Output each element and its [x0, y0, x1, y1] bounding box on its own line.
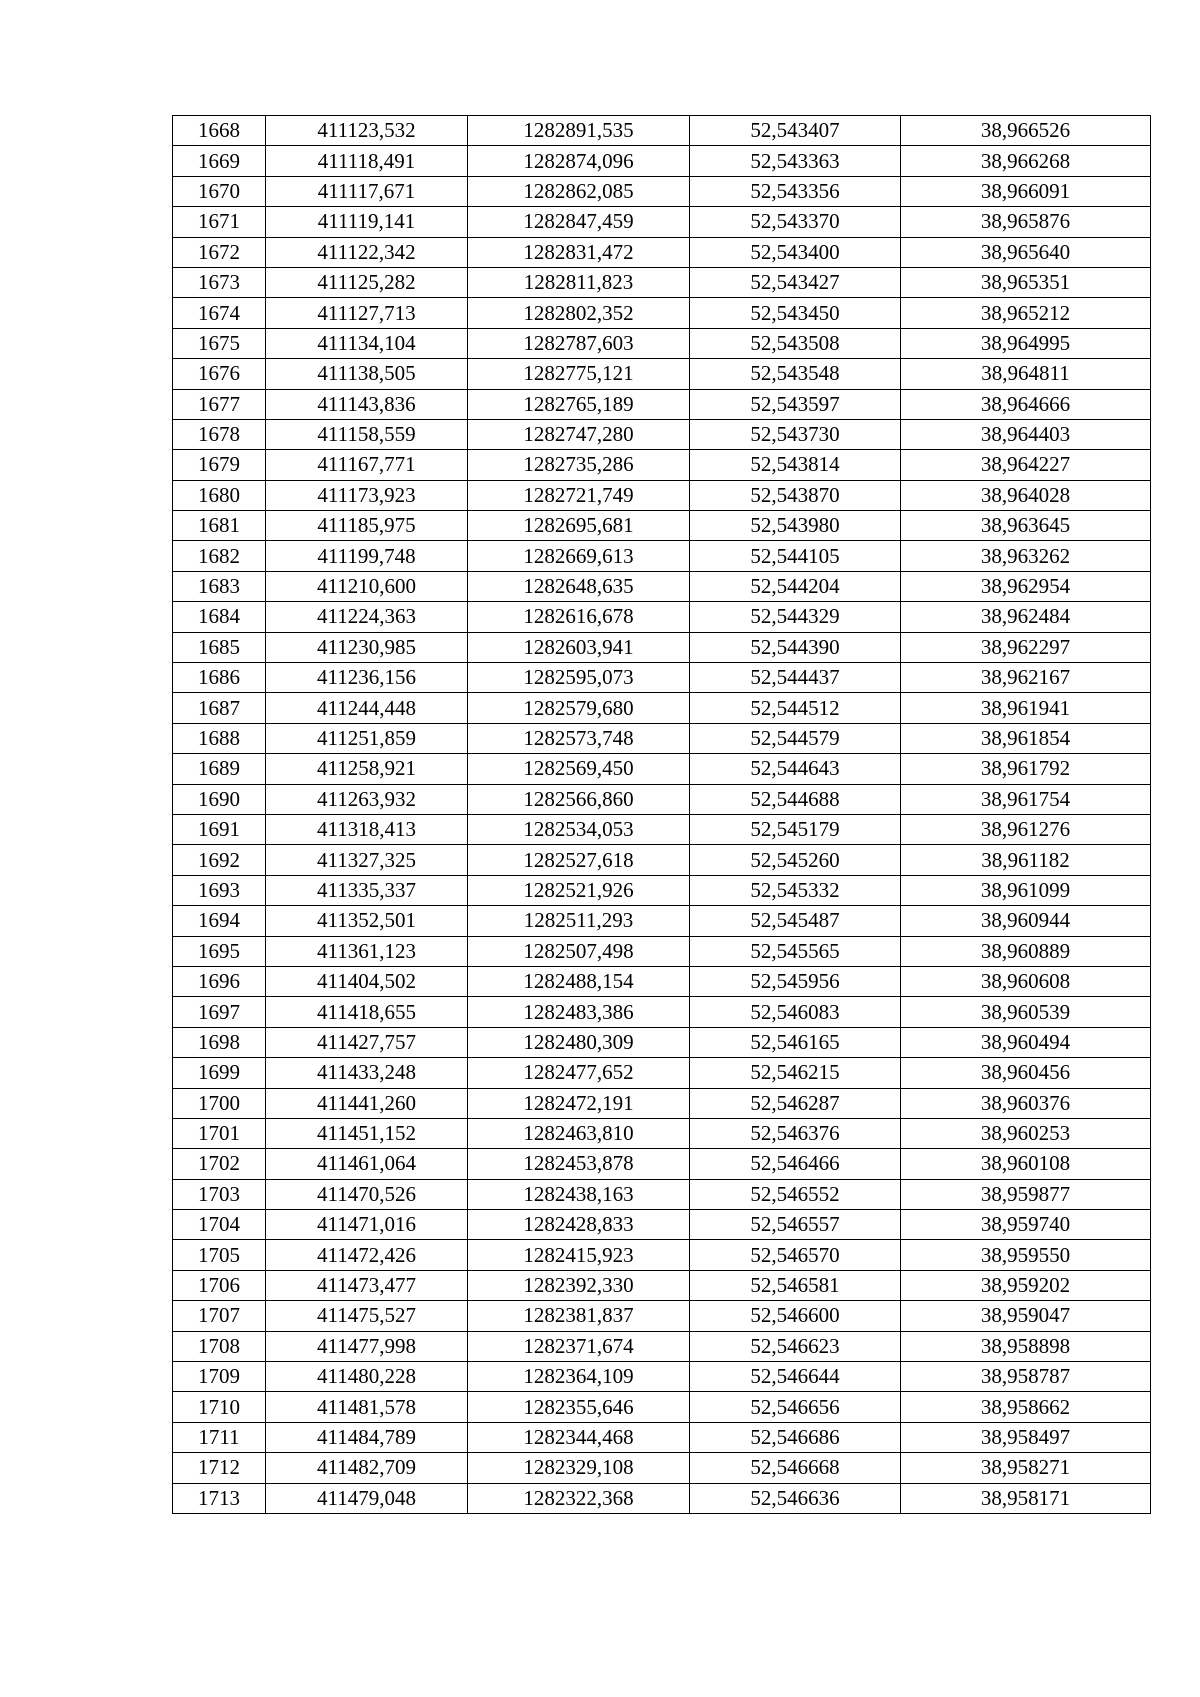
- y-coordinate-cell: 1282669,613: [468, 541, 690, 571]
- y-coordinate-cell: 1282775,121: [468, 359, 690, 389]
- point-number-cell: 1668: [173, 116, 266, 146]
- table-row: [173, 511, 1151, 541]
- longitude-cell: 38,960889: [901, 936, 1151, 966]
- y-coordinate-cell: 1282381,837: [468, 1301, 690, 1331]
- table-row: [173, 784, 1151, 814]
- latitude-cell: 52,545956: [690, 966, 901, 996]
- y-coordinate-cell: 1282344,468: [468, 1422, 690, 1452]
- point-number-cell: 1681: [173, 511, 266, 541]
- x-coordinate-cell: 411158,559: [266, 419, 468, 449]
- point-number-cell: 1674: [173, 298, 266, 328]
- table-row: [173, 1270, 1151, 1300]
- longitude-cell: 38,960376: [901, 1088, 1151, 1118]
- point-number-cell: 1705: [173, 1240, 266, 1270]
- y-coordinate-cell: 1282322,368: [468, 1483, 690, 1513]
- x-coordinate-cell: 411327,325: [266, 845, 468, 875]
- x-coordinate-cell: 411138,505: [266, 359, 468, 389]
- x-coordinate-cell: 411473,477: [266, 1270, 468, 1300]
- x-coordinate-cell: 411236,156: [266, 663, 468, 693]
- point-number-cell: 1682: [173, 541, 266, 571]
- latitude-cell: 52,545179: [690, 814, 901, 844]
- latitude-cell: 52,544512: [690, 693, 901, 723]
- table-row: [173, 1149, 1151, 1179]
- longitude-cell: 38,959047: [901, 1301, 1151, 1331]
- longitude-cell: 38,964811: [901, 359, 1151, 389]
- longitude-cell: 38,965351: [901, 267, 1151, 297]
- point-number-cell: 1707: [173, 1301, 266, 1331]
- table-row: [173, 997, 1151, 1027]
- point-number-cell: 1677: [173, 389, 266, 419]
- y-coordinate-cell: 1282747,280: [468, 419, 690, 449]
- table-row: [173, 1179, 1151, 1209]
- table-row: [173, 1210, 1151, 1240]
- longitude-cell: 38,960108: [901, 1149, 1151, 1179]
- table-row: [173, 1027, 1151, 1057]
- x-coordinate-cell: 411480,228: [266, 1362, 468, 1392]
- latitude-cell: 52,543370: [690, 207, 901, 237]
- table-row: [173, 116, 1151, 146]
- latitude-cell: 52,543363: [690, 146, 901, 176]
- latitude-cell: 52,543356: [690, 176, 901, 206]
- latitude-cell: 52,546215: [690, 1058, 901, 1088]
- table-row: [173, 419, 1151, 449]
- y-coordinate-cell: 1282329,108: [468, 1453, 690, 1483]
- y-coordinate-cell: 1282566,860: [468, 784, 690, 814]
- x-coordinate-cell: 411427,757: [266, 1027, 468, 1057]
- longitude-cell: 38,964028: [901, 480, 1151, 510]
- point-number-cell: 1673: [173, 267, 266, 297]
- table-row: [173, 1058, 1151, 1088]
- x-coordinate-cell: 411477,998: [266, 1331, 468, 1361]
- latitude-cell: 52,544204: [690, 571, 901, 601]
- point-number-cell: 1686: [173, 663, 266, 693]
- x-coordinate-cell: 411117,671: [266, 176, 468, 206]
- table-row: [173, 1362, 1151, 1392]
- longitude-cell: 38,961792: [901, 754, 1151, 784]
- table-row: [173, 328, 1151, 358]
- x-coordinate-cell: 411143,836: [266, 389, 468, 419]
- x-coordinate-cell: 411482,709: [266, 1453, 468, 1483]
- x-coordinate-cell: 411173,923: [266, 480, 468, 510]
- y-coordinate-cell: 1282721,749: [468, 480, 690, 510]
- point-number-cell: 1711: [173, 1422, 266, 1452]
- y-coordinate-cell: 1282802,352: [468, 298, 690, 328]
- y-coordinate-cell: 1282831,472: [468, 237, 690, 267]
- longitude-cell: 38,961276: [901, 814, 1151, 844]
- table-row: [173, 814, 1151, 844]
- y-coordinate-cell: 1282472,191: [468, 1088, 690, 1118]
- latitude-cell: 52,544105: [690, 541, 901, 571]
- table-row: [173, 1301, 1151, 1331]
- y-coordinate-cell: 1282787,603: [468, 328, 690, 358]
- latitude-cell: 52,546376: [690, 1118, 901, 1148]
- longitude-cell: 38,965640: [901, 237, 1151, 267]
- x-coordinate-cell: 411481,578: [266, 1392, 468, 1422]
- point-number-cell: 1683: [173, 571, 266, 601]
- y-coordinate-cell: 1282438,163: [468, 1179, 690, 1209]
- y-coordinate-cell: 1282603,941: [468, 632, 690, 662]
- longitude-cell: 38,959877: [901, 1179, 1151, 1209]
- longitude-cell: 38,960608: [901, 966, 1151, 996]
- x-coordinate-cell: 411244,448: [266, 693, 468, 723]
- point-number-cell: 1672: [173, 237, 266, 267]
- longitude-cell: 38,960456: [901, 1058, 1151, 1088]
- longitude-cell: 38,962297: [901, 632, 1151, 662]
- latitude-cell: 52,545565: [690, 936, 901, 966]
- latitude-cell: 52,543597: [690, 389, 901, 419]
- y-coordinate-cell: 1282392,330: [468, 1270, 690, 1300]
- coordinates-table: [172, 115, 1151, 1514]
- table-row: [173, 176, 1151, 206]
- point-number-cell: 1670: [173, 176, 266, 206]
- point-number-cell: 1690: [173, 784, 266, 814]
- latitude-cell: 52,546600: [690, 1301, 901, 1331]
- longitude-cell: 38,959740: [901, 1210, 1151, 1240]
- latitude-cell: 52,546581: [690, 1270, 901, 1300]
- longitude-cell: 38,961754: [901, 784, 1151, 814]
- y-coordinate-cell: 1282428,833: [468, 1210, 690, 1240]
- point-number-cell: 1669: [173, 146, 266, 176]
- point-number-cell: 1713: [173, 1483, 266, 1513]
- y-coordinate-cell: 1282569,450: [468, 754, 690, 784]
- table-row: [173, 754, 1151, 784]
- table-row: [173, 632, 1151, 662]
- latitude-cell: 52,543730: [690, 419, 901, 449]
- longitude-cell: 38,958171: [901, 1483, 1151, 1513]
- table-row: [173, 693, 1151, 723]
- point-number-cell: 1693: [173, 875, 266, 905]
- longitude-cell: 38,962484: [901, 602, 1151, 632]
- table-row: [173, 966, 1151, 996]
- point-number-cell: 1708: [173, 1331, 266, 1361]
- longitude-cell: 38,966526: [901, 116, 1151, 146]
- longitude-cell: 38,964403: [901, 419, 1151, 449]
- longitude-cell: 38,961099: [901, 875, 1151, 905]
- point-number-cell: 1703: [173, 1179, 266, 1209]
- y-coordinate-cell: 1282891,535: [468, 116, 690, 146]
- latitude-cell: 52,546686: [690, 1422, 901, 1452]
- table-row: [173, 906, 1151, 936]
- y-coordinate-cell: 1282862,085: [468, 176, 690, 206]
- x-coordinate-cell: 411404,502: [266, 966, 468, 996]
- table-row: [173, 1453, 1151, 1483]
- latitude-cell: 52,546636: [690, 1483, 901, 1513]
- point-number-cell: 1688: [173, 723, 266, 753]
- x-coordinate-cell: 411470,526: [266, 1179, 468, 1209]
- longitude-cell: 38,961854: [901, 723, 1151, 753]
- point-number-cell: 1712: [173, 1453, 266, 1483]
- longitude-cell: 38,964666: [901, 389, 1151, 419]
- x-coordinate-cell: 411185,975: [266, 511, 468, 541]
- y-coordinate-cell: 1282415,923: [468, 1240, 690, 1270]
- longitude-cell: 38,961941: [901, 693, 1151, 723]
- y-coordinate-cell: 1282648,635: [468, 571, 690, 601]
- latitude-cell: 52,546570: [690, 1240, 901, 1270]
- y-coordinate-cell: 1282483,386: [468, 997, 690, 1027]
- longitude-cell: 38,965212: [901, 298, 1151, 328]
- point-number-cell: 1691: [173, 814, 266, 844]
- table-row: [173, 571, 1151, 601]
- table-row: [173, 663, 1151, 693]
- x-coordinate-cell: 411433,248: [266, 1058, 468, 1088]
- latitude-cell: 52,544329: [690, 602, 901, 632]
- point-number-cell: 1696: [173, 966, 266, 996]
- point-number-cell: 1685: [173, 632, 266, 662]
- table-row: [173, 541, 1151, 571]
- x-coordinate-cell: 411123,532: [266, 116, 468, 146]
- x-coordinate-cell: 411475,527: [266, 1301, 468, 1331]
- longitude-cell: 38,961182: [901, 845, 1151, 875]
- longitude-cell: 38,966091: [901, 176, 1151, 206]
- point-number-cell: 1689: [173, 754, 266, 784]
- point-number-cell: 1692: [173, 845, 266, 875]
- x-coordinate-cell: 411258,921: [266, 754, 468, 784]
- table-row: [173, 480, 1151, 510]
- x-coordinate-cell: 411418,655: [266, 997, 468, 1027]
- x-coordinate-cell: 411224,363: [266, 602, 468, 632]
- point-number-cell: 1695: [173, 936, 266, 966]
- table-row: [173, 1331, 1151, 1361]
- y-coordinate-cell: 1282616,678: [468, 602, 690, 632]
- longitude-cell: 38,965876: [901, 207, 1151, 237]
- x-coordinate-cell: 411199,748: [266, 541, 468, 571]
- table-row: [173, 1392, 1151, 1422]
- longitude-cell: 38,963645: [901, 511, 1151, 541]
- y-coordinate-cell: 1282695,681: [468, 511, 690, 541]
- x-coordinate-cell: 411125,282: [266, 267, 468, 297]
- x-coordinate-cell: 411361,123: [266, 936, 468, 966]
- x-coordinate-cell: 411479,048: [266, 1483, 468, 1513]
- point-number-cell: 1698: [173, 1027, 266, 1057]
- latitude-cell: 52,544390: [690, 632, 901, 662]
- y-coordinate-cell: 1282488,154: [468, 966, 690, 996]
- longitude-cell: 38,960494: [901, 1027, 1151, 1057]
- point-number-cell: 1671: [173, 207, 266, 237]
- coordinates-table-body: [173, 116, 1151, 1514]
- latitude-cell: 52,546644: [690, 1362, 901, 1392]
- latitude-cell: 52,545332: [690, 875, 901, 905]
- y-coordinate-cell: 1282765,189: [468, 389, 690, 419]
- x-coordinate-cell: 411127,713: [266, 298, 468, 328]
- y-coordinate-cell: 1282573,748: [468, 723, 690, 753]
- y-coordinate-cell: 1282364,109: [468, 1362, 690, 1392]
- table-row: [173, 1088, 1151, 1118]
- x-coordinate-cell: 411318,413: [266, 814, 468, 844]
- y-coordinate-cell: 1282579,680: [468, 693, 690, 723]
- y-coordinate-cell: 1282453,878: [468, 1149, 690, 1179]
- table-row: [173, 723, 1151, 753]
- latitude-cell: 52,544579: [690, 723, 901, 753]
- latitude-cell: 52,544643: [690, 754, 901, 784]
- y-coordinate-cell: 1282480,309: [468, 1027, 690, 1057]
- table-row: [173, 936, 1151, 966]
- longitude-cell: 38,958787: [901, 1362, 1151, 1392]
- latitude-cell: 52,543450: [690, 298, 901, 328]
- y-coordinate-cell: 1282355,646: [468, 1392, 690, 1422]
- x-coordinate-cell: 411472,426: [266, 1240, 468, 1270]
- longitude-cell: 38,958898: [901, 1331, 1151, 1361]
- x-coordinate-cell: 411451,152: [266, 1118, 468, 1148]
- latitude-cell: 52,543427: [690, 267, 901, 297]
- point-number-cell: 1694: [173, 906, 266, 936]
- x-coordinate-cell: 411134,104: [266, 328, 468, 358]
- longitude-cell: 38,958271: [901, 1453, 1151, 1483]
- longitude-cell: 38,963262: [901, 541, 1151, 571]
- y-coordinate-cell: 1282507,498: [468, 936, 690, 966]
- table-row: [173, 298, 1151, 328]
- table-row: [173, 146, 1151, 176]
- longitude-cell: 38,964227: [901, 450, 1151, 480]
- table-row: [173, 845, 1151, 875]
- latitude-cell: 52,543508: [690, 328, 901, 358]
- point-number-cell: 1697: [173, 997, 266, 1027]
- longitude-cell: 38,960253: [901, 1118, 1151, 1148]
- latitude-cell: 52,546668: [690, 1453, 901, 1483]
- point-number-cell: 1687: [173, 693, 266, 723]
- point-number-cell: 1678: [173, 419, 266, 449]
- x-coordinate-cell: 411263,932: [266, 784, 468, 814]
- y-coordinate-cell: 1282371,674: [468, 1331, 690, 1361]
- x-coordinate-cell: 411484,789: [266, 1422, 468, 1452]
- y-coordinate-cell: 1282511,293: [468, 906, 690, 936]
- point-number-cell: 1706: [173, 1270, 266, 1300]
- longitude-cell: 38,962954: [901, 571, 1151, 601]
- table-row: [173, 237, 1151, 267]
- table-row: [173, 875, 1151, 905]
- point-number-cell: 1709: [173, 1362, 266, 1392]
- latitude-cell: 52,546083: [690, 997, 901, 1027]
- longitude-cell: 38,958497: [901, 1422, 1151, 1452]
- x-coordinate-cell: 411122,342: [266, 237, 468, 267]
- point-number-cell: 1676: [173, 359, 266, 389]
- y-coordinate-cell: 1282874,096: [468, 146, 690, 176]
- point-number-cell: 1704: [173, 1210, 266, 1240]
- point-number-cell: 1701: [173, 1118, 266, 1148]
- table-row: [173, 1483, 1151, 1513]
- latitude-cell: 52,545260: [690, 845, 901, 875]
- x-coordinate-cell: 411210,600: [266, 571, 468, 601]
- table-row: [173, 207, 1151, 237]
- x-coordinate-cell: 411335,337: [266, 875, 468, 905]
- latitude-cell: 52,546623: [690, 1331, 901, 1361]
- x-coordinate-cell: 411461,064: [266, 1149, 468, 1179]
- latitude-cell: 52,543870: [690, 480, 901, 510]
- point-number-cell: 1699: [173, 1058, 266, 1088]
- latitude-cell: 52,543980: [690, 511, 901, 541]
- x-coordinate-cell: 411441,260: [266, 1088, 468, 1118]
- table-row: [173, 267, 1151, 297]
- longitude-cell: 38,962167: [901, 663, 1151, 693]
- y-coordinate-cell: 1282477,652: [468, 1058, 690, 1088]
- longitude-cell: 38,964995: [901, 328, 1151, 358]
- table-row: [173, 450, 1151, 480]
- point-number-cell: 1700: [173, 1088, 266, 1118]
- table-row: [173, 1422, 1151, 1452]
- y-coordinate-cell: 1282534,053: [468, 814, 690, 844]
- table-row: [173, 1240, 1151, 1270]
- point-number-cell: 1684: [173, 602, 266, 632]
- y-coordinate-cell: 1282735,286: [468, 450, 690, 480]
- x-coordinate-cell: 411230,985: [266, 632, 468, 662]
- point-number-cell: 1710: [173, 1392, 266, 1422]
- x-coordinate-cell: 411119,141: [266, 207, 468, 237]
- latitude-cell: 52,544437: [690, 663, 901, 693]
- latitude-cell: 52,543548: [690, 359, 901, 389]
- x-coordinate-cell: 411352,501: [266, 906, 468, 936]
- longitude-cell: 38,959550: [901, 1240, 1151, 1270]
- table-row: [173, 602, 1151, 632]
- longitude-cell: 38,959202: [901, 1270, 1151, 1300]
- point-number-cell: 1702: [173, 1149, 266, 1179]
- longitude-cell: 38,958662: [901, 1392, 1151, 1422]
- y-coordinate-cell: 1282847,459: [468, 207, 690, 237]
- x-coordinate-cell: 411118,491: [266, 146, 468, 176]
- latitude-cell: 52,546552: [690, 1179, 901, 1209]
- table-row: [173, 1118, 1151, 1148]
- longitude-cell: 38,960944: [901, 906, 1151, 936]
- y-coordinate-cell: 1282811,823: [468, 267, 690, 297]
- latitude-cell: 52,546557: [690, 1210, 901, 1240]
- longitude-cell: 38,960539: [901, 997, 1151, 1027]
- latitude-cell: 52,544688: [690, 784, 901, 814]
- latitude-cell: 52,546287: [690, 1088, 901, 1118]
- latitude-cell: 52,543400: [690, 237, 901, 267]
- point-number-cell: 1679: [173, 450, 266, 480]
- table-row: [173, 389, 1151, 419]
- latitude-cell: 52,546165: [690, 1027, 901, 1057]
- x-coordinate-cell: 411167,771: [266, 450, 468, 480]
- table-row: [173, 359, 1151, 389]
- latitude-cell: 52,543814: [690, 450, 901, 480]
- y-coordinate-cell: 1282527,618: [468, 845, 690, 875]
- y-coordinate-cell: 1282595,073: [468, 663, 690, 693]
- point-number-cell: 1675: [173, 328, 266, 358]
- y-coordinate-cell: 1282463,810: [468, 1118, 690, 1148]
- x-coordinate-cell: 411471,016: [266, 1210, 468, 1240]
- x-coordinate-cell: 411251,859: [266, 723, 468, 753]
- latitude-cell: 52,546466: [690, 1149, 901, 1179]
- point-number-cell: 1680: [173, 480, 266, 510]
- latitude-cell: 52,543407: [690, 116, 901, 146]
- latitude-cell: 52,545487: [690, 906, 901, 936]
- latitude-cell: 52,546656: [690, 1392, 901, 1422]
- longitude-cell: 38,966268: [901, 146, 1151, 176]
- y-coordinate-cell: 1282521,926: [468, 875, 690, 905]
